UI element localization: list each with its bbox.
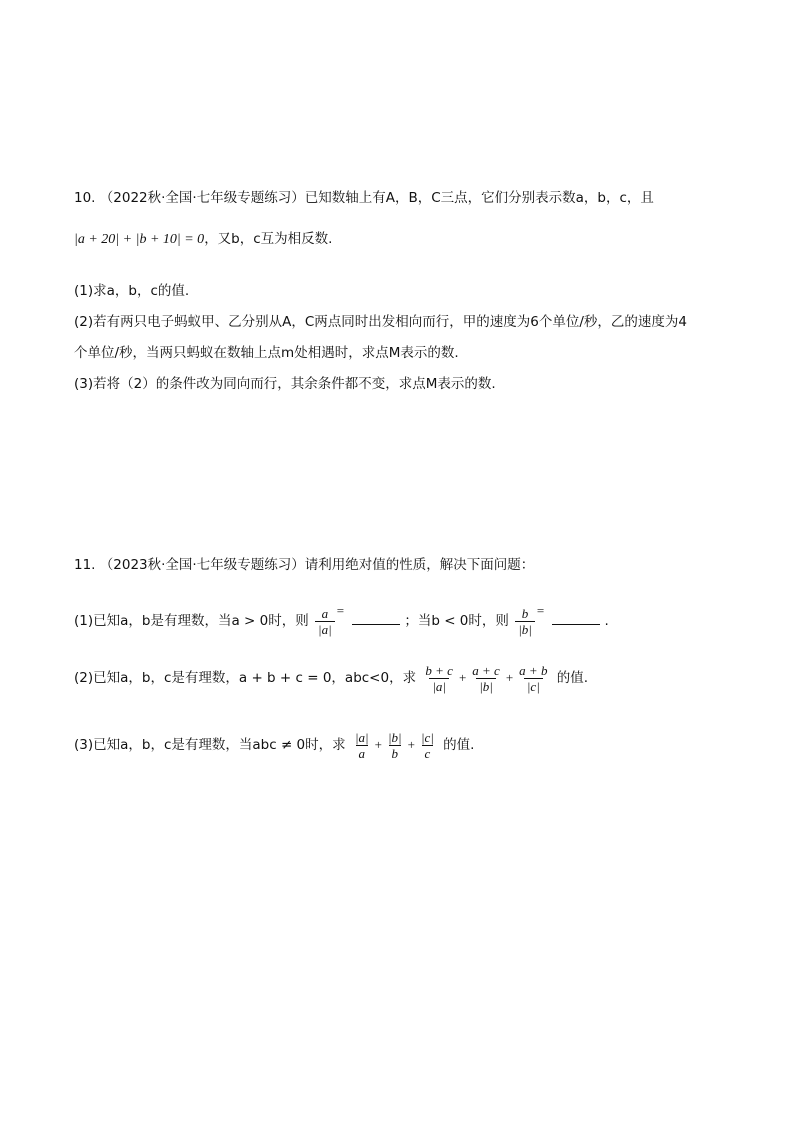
q11-part2-fraction-2: [469, 663, 503, 694]
plus-sign: +: [458, 670, 467, 685]
fraction-numerator: b + c: [425, 662, 453, 678]
q11-part3-fraction-2: [385, 730, 405, 761]
q10-part3: (3)若将（2）的条件改为同向而行，其余条件都不变，求点M表示的数.: [74, 376, 496, 392]
fraction-numerator: |b|: [387, 729, 402, 745]
fraction-numerator: a: [321, 605, 329, 621]
fraction-denominator: |a|: [429, 678, 449, 694]
q11-part1-text-b: ；当b < 0时，则: [404, 613, 509, 629]
q11-heading: [74, 555, 534, 575]
fraction-denominator: |b|: [476, 678, 496, 694]
q10-source: （2022秋·全国·七年级专题练习）: [99, 190, 305, 206]
q11-part3-fraction-3: [418, 730, 437, 761]
plus-sign: +: [374, 737, 382, 752]
q10-stem-line2-text: ，又b，c互为相反数.: [204, 231, 333, 247]
fraction-denominator: c: [422, 745, 434, 761]
plus-sign: +: [505, 670, 514, 685]
q11-part1-text-a: (1)已知a，b是有理数，当a > 0时，则: [74, 613, 309, 629]
fraction-denominator: |a|: [315, 621, 335, 637]
q10-part2-line1: (2)若有两只电子蚂蚁甲、乙分别从A，C两点同时出发相向而行，甲的速度为6个单位/秒，乙的速度为4: [74, 314, 688, 330]
q10-part1: (1)求a，b，c的值.: [74, 283, 190, 299]
q11-part1-fraction-a: [315, 606, 335, 637]
q11-part1-end: .: [604, 613, 609, 629]
q11-part2-fraction-3: [516, 663, 550, 694]
q11-part3: [74, 728, 474, 762]
q10-number: 10.: [74, 190, 96, 206]
fraction-denominator: |b|: [515, 621, 535, 637]
q11-part3-fraction-1: [352, 730, 372, 761]
q10-heading: [74, 188, 654, 208]
fraction-numerator: |a|: [354, 729, 369, 745]
fraction-denominator: |c|: [524, 678, 543, 694]
q11-part3-text: (3)已知a，b，c是有理数，当abc ≠ 0时，求: [74, 737, 346, 753]
q11-number: 11.: [74, 557, 96, 573]
q11-part2: [74, 661, 588, 695]
q11-stem: 请利用绝对值的性质，解决下面问题：: [304, 557, 535, 573]
q11-part2-fraction-1: [422, 663, 456, 694]
q11-part1: [74, 594, 609, 638]
fraction-denominator: a: [356, 745, 369, 761]
fraction-numerator: |c|: [420, 729, 434, 745]
answer-blank-1[interactable]: [352, 612, 400, 625]
q10-part2-line2: 个单位/秒，当两只蚂蚁在数轴上点m处相遇时，求点M表示的数.: [74, 345, 459, 361]
fraction-numerator: a + b: [519, 662, 548, 678]
plus-sign: +: [407, 737, 415, 752]
q11-part2-text: (2)已知a，b，c是有理数，a + b + c = 0，abc<0，求: [74, 670, 417, 686]
fraction-numerator: b: [521, 605, 529, 621]
answer-blank-2[interactable]: [552, 612, 600, 625]
equals-sign: =: [536, 603, 545, 618]
q10-stem-line2: [74, 229, 332, 250]
q11-part1-fraction-b: [515, 606, 535, 637]
q11-source: （2023秋·全国·七年级专题练习）: [99, 557, 305, 573]
equals-sign: =: [336, 603, 345, 618]
q10-stem-line1: 已知数轴上有A，B，C三点，它们分别表示数a，b，c，且: [304, 190, 654, 206]
q11-part3-end: 的值.: [443, 737, 475, 753]
q10-equation: |a + 20| + |b + 10| = 0: [74, 232, 205, 247]
q11-part2-end: 的值.: [556, 670, 589, 686]
fraction-numerator: a + c: [472, 662, 500, 678]
fraction-denominator: b: [389, 745, 402, 761]
